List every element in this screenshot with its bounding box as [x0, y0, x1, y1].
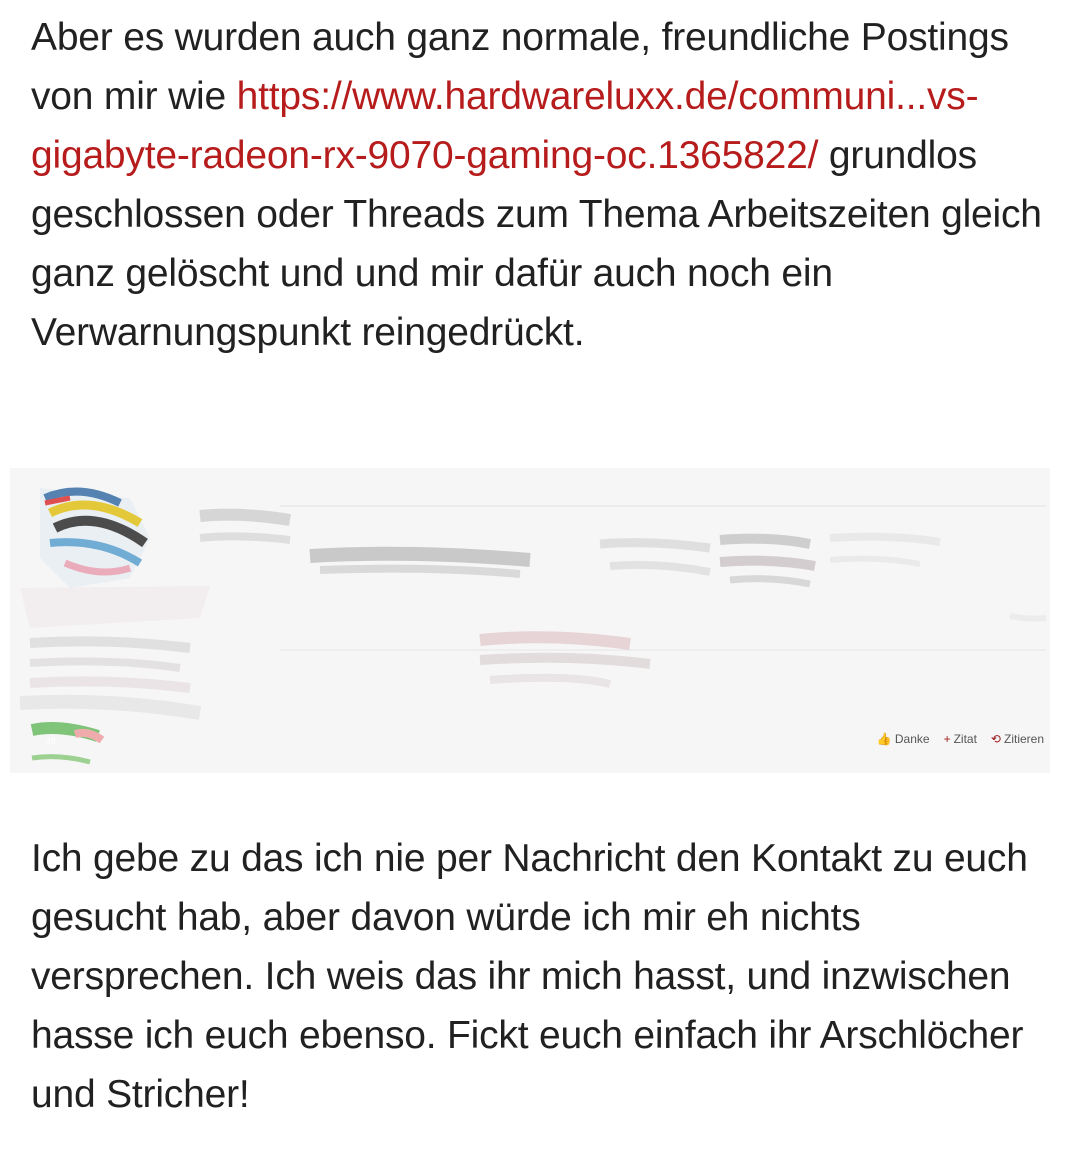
quote-icon: ⟲ — [990, 732, 1001, 746]
post-paragraph-top — [31, 8, 1051, 362]
post-actions — [877, 732, 1044, 746]
post-text-top — [31, 8, 1051, 362]
embedded-screenshot — [10, 468, 1050, 773]
redacted-post-scribbles — [10, 468, 1050, 773]
post-paragraph-bottom: Ich gebe zu das ich nie per Nachricht den Kontakt zu euch gesucht hab, aber davon würde ich mir eh nichts versprechen. Ich weis das ihr mich hasst, und inzwischen hasse ich euch ebenso. Fickt euch einfach ihr Arschlöcher und Stricher! — [31, 837, 1028, 1116]
thanks-button[interactable] — [877, 732, 930, 746]
plus-icon: + — [943, 732, 951, 746]
avatar — [40, 488, 150, 588]
thread-link[interactable]: https://www.hardwareluxx.de/communi...vs-gigabyte-radeon-rx-9070-gaming-oc.1365822/ — [31, 75, 979, 177]
user-info-blur — [20, 586, 210, 713]
post-text-bottom — [31, 829, 1051, 1124]
thanks-label: Danke — [894, 732, 930, 746]
post-text-before-link: Aber es wurden auch ganz normale, freundliche Postings von mir wie — [31, 16, 1009, 118]
reputation-badge — [32, 728, 102, 762]
quote-plus-label: Zitat — [953, 732, 977, 746]
thumbs-up-icon: 👍 — [876, 732, 892, 746]
quote-button[interactable] — [991, 732, 1044, 746]
post-text-after-link: grundlos geschlossen oder Threads zum Thema Arbeitszeiten gleich ganz gelöscht und und mir dafür auch noch ein Verwarnungspunkt reingedrückt. — [31, 134, 1042, 354]
post-header-blur — [200, 515, 940, 584]
badge-count: 48 — [46, 736, 57, 746]
quote-plus-button[interactable] — [944, 732, 977, 746]
quote-label: Zitieren — [1003, 732, 1044, 746]
